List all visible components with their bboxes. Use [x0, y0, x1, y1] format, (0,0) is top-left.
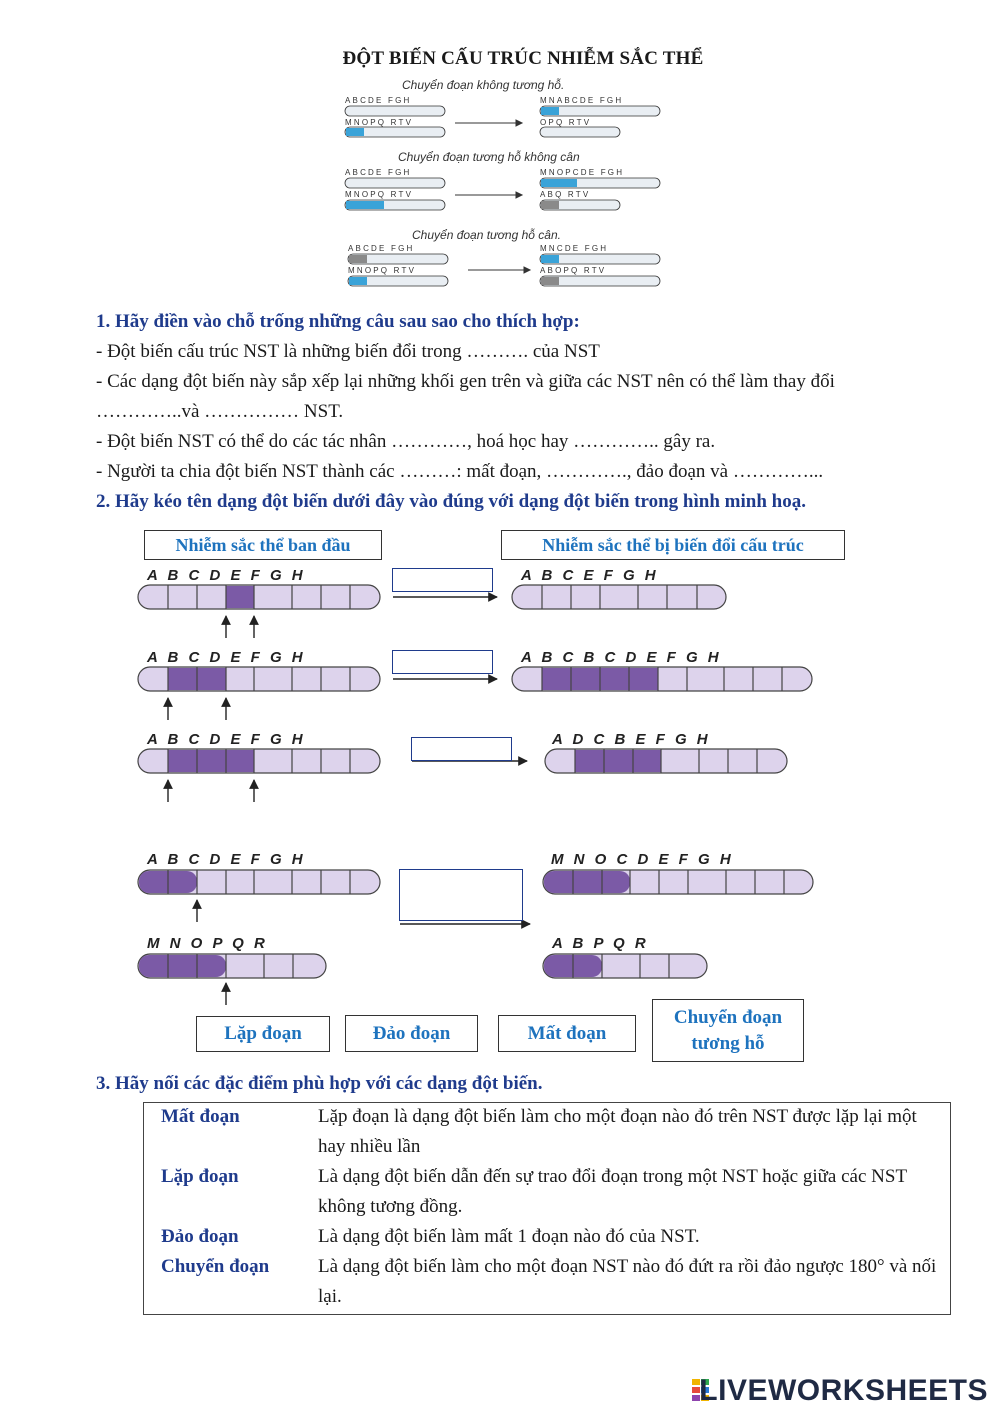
fig-label: MNCDE FGH — [540, 244, 609, 253]
fig-label: ABCDE FGH — [345, 168, 412, 177]
desc-1[interactable]: Lặp đoạn là dạng đột biến làm cho một đoạn nào đó trên NST được lặp lại một hay nhiều lần — [318, 1106, 917, 1157]
translocation-figure — [340, 90, 670, 290]
fill-line-5: - Người ta chia đột biến NST thành các ………: mất đoạn, …………., đảo đoạn và …………... — [96, 461, 824, 482]
page-title: ĐỘT BIẾN CẤU TRÚC NHIỄM SẮC THỂ — [342, 48, 704, 69]
chromosome-letters: A B C D E F G H — [147, 731, 303, 748]
chromosome-letters: A D C B E F G H — [552, 731, 708, 748]
left-column-header: Nhiễm sắc thể ban đầu — [144, 530, 382, 560]
figure-caption-3: Chuyển đoạn tương hỗ cân. — [412, 228, 561, 242]
mutation-diagram — [0, 580, 1000, 1010]
desc-2[interactable]: Là dạng đột biến dẫn đến sự trao đổi đoạn trong một NST hoặc giữa các NST không tương đồng. — [318, 1166, 907, 1217]
fig-label: MNOPQ RTV — [345, 190, 414, 199]
figure-caption-2: Chuyển đoạn tương hỗ không cân — [398, 150, 580, 164]
figure-caption-1: Chuyển đoạn không tương hỗ. — [402, 78, 565, 92]
fig-label: ABCDE FGH — [345, 96, 412, 105]
term-chuyen-doan[interactable]: Chuyển đoạn — [161, 1256, 270, 1277]
term-mat-doan[interactable]: Mất đoạn — [161, 1106, 240, 1127]
option-line: Chuyển đoạn — [673, 1006, 783, 1028]
option-lap-doan[interactable]: Lặp đoạn — [196, 1016, 330, 1052]
fig-label: ABQ RTV — [540, 190, 591, 199]
chromosome-letters: M N O P Q R — [147, 935, 265, 952]
fill-line-1: - Đột biến cấu trúc NST là những biến đổi trong ………. của NST — [96, 341, 600, 362]
desc-4[interactable]: Là dạng đột biến làm cho một đoạn NST nào đó đứt ra rồi đảo ngược 180° và nối lại. — [318, 1256, 937, 1307]
section3-heading: 3. Hãy nối các đặc điểm phù hợp với các dạng đột biến. — [96, 1073, 543, 1094]
fig-label: MNABCDE FGH — [540, 96, 624, 105]
term-lap-doan[interactable]: Lặp đoạn — [161, 1166, 239, 1187]
drop-zone-4[interactable] — [399, 869, 523, 921]
term-dao-doan[interactable]: Đảo đoạn — [161, 1226, 239, 1247]
chromosome-letters: A B C D E F G H — [147, 649, 303, 666]
drop-zone-3[interactable] — [411, 737, 512, 761]
fig-label: MNOPQ RTV — [348, 266, 417, 275]
chromosome-letters: A B C E F G H — [521, 567, 656, 584]
chromosome-letters: A B P Q R — [552, 935, 646, 952]
option-dao-doan[interactable]: Đảo đoạn — [345, 1015, 478, 1052]
chromosome-letters: A B C D E F G H — [147, 567, 303, 584]
fill-line-2: - Các dạng đột biến này sắp xếp lại những khối gen trên và giữa các NST nên có thể làm thay đổi — [96, 371, 835, 392]
option-mat-doan[interactable]: Mất đoạn — [498, 1015, 636, 1052]
section2-heading: 2. Hãy kéo tên dạng đột biến dưới đây vào đúng với dạng đột biến trong hình minh hoạ. — [96, 491, 806, 512]
option-chuyen-doan-tuong-ho[interactable] — [652, 999, 804, 1062]
desc-3[interactable]: Là dạng đột biến làm mất 1 đoạn nào đó của NST. — [318, 1226, 700, 1247]
fill-line-4: - Đột biến NST có thể do các tác nhân …………, hoá học hay ………….. gây ra. — [96, 431, 716, 452]
fill-line-3: …………..và …………… NST. — [96, 401, 344, 422]
fig-label: ABCDE FGH — [348, 244, 415, 253]
drop-zone-1[interactable] — [392, 568, 493, 592]
right-column-header: Nhiễm sắc thể bị biến đổi cấu trúc — [501, 530, 845, 560]
fig-label: ABOPQ RTV — [540, 266, 607, 275]
chromosome-letters: A B C B C D E F G H — [521, 649, 719, 666]
chromosome-letters: M N O C D E F G H — [551, 851, 731, 868]
fig-label: MNOPCDE FGH — [540, 168, 625, 177]
brand-name: LIVEWORKSHEETS — [699, 1374, 988, 1407]
fig-label: MNOPQ RTV — [345, 118, 414, 127]
option-line: tương hỗ — [691, 1032, 765, 1054]
fig-label: OPQ RTV — [540, 118, 592, 127]
drop-zone-2[interactable] — [392, 650, 493, 674]
section1-heading: 1. Hãy điền vào chỗ trống những câu sau sao cho thích hợp: — [96, 311, 580, 332]
chromosome-letters: A B C D E F G H — [147, 851, 303, 868]
